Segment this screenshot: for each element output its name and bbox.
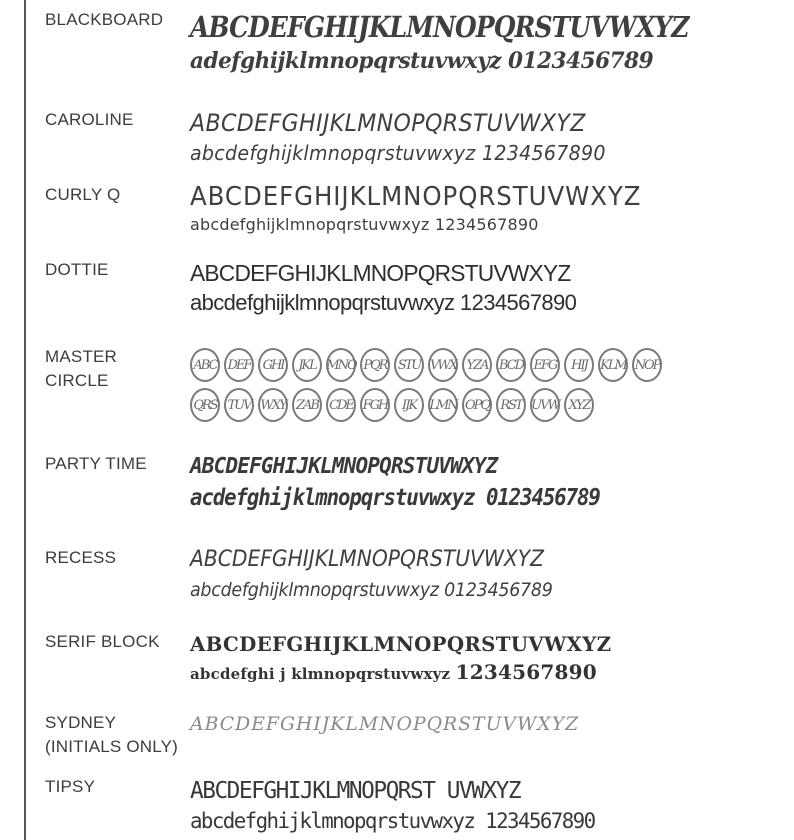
- sample-lowercase-digits: abcdefghijklmnopqrstuvwxyz 1234567890: [190, 290, 577, 315]
- font-label: DOTTIE: [45, 260, 109, 279]
- font-sample: [190, 181, 670, 237]
- font-label: CAROLINE: [45, 110, 134, 129]
- monogram-circle: TUV: [224, 388, 254, 422]
- monogram-circle: VWX: [428, 348, 458, 382]
- monogram-circle: MNO: [326, 348, 356, 382]
- monogram-circle: WXY: [258, 388, 288, 422]
- monogram-circle: RST: [496, 388, 526, 422]
- sample-lowercase-digits: [190, 658, 616, 688]
- font-label: RECESS: [45, 548, 117, 567]
- monogram-circle: EFG: [530, 348, 560, 382]
- monogram-circle: ZAB: [292, 388, 322, 422]
- monogram-row: [190, 345, 662, 385]
- font-sample: [190, 630, 616, 688]
- monogram-circle: IJK: [394, 388, 424, 422]
- monogram-circle: UVW: [530, 388, 560, 422]
- monogram-circle: HIJ: [564, 348, 594, 382]
- sample-uppercase: ABCDEFGHIJKLMNOPQRSTUVWXYZ: [190, 632, 612, 656]
- monogram-circle: LMN: [428, 388, 458, 422]
- font-sample: [190, 776, 599, 836]
- sample-digits: 1234567890: [455, 660, 597, 684]
- font-sample: [190, 545, 584, 605]
- sample-uppercase: ABCDEFGHIJKLMNOPQRSTUVWXYZ: [190, 182, 642, 212]
- sample-lowercase-digits: abcdefghijklmnopqrstuvwxyz 1234567890: [190, 215, 539, 234]
- monogram-circle: QRS: [190, 388, 220, 422]
- monogram-circle: FGH: [360, 388, 390, 422]
- monogram-circle: XYZ: [564, 388, 594, 422]
- font-label-note: (INITIALS ONLY): [45, 737, 179, 756]
- font-label: TIPSY: [45, 777, 96, 796]
- font-label: BLACKBOARD: [45, 10, 164, 29]
- monogram-circle: ABC: [190, 348, 220, 382]
- monogram-circle: CDE: [326, 388, 356, 422]
- font-label-name: SYDNEY: [45, 713, 117, 732]
- sample-uppercase: ABCDEFGHIJKLMNOPQRSTUVWXYZ: [190, 109, 586, 137]
- monogram-circle: NOP: [632, 348, 662, 382]
- sample-uppercase: ABCDEFGHIJKLMNOPQRSTUVWXYZ: [190, 260, 571, 286]
- font-sample: [190, 452, 645, 514]
- font-label: MASTER CIRCLE: [45, 347, 118, 390]
- monogram-row: [190, 385, 662, 425]
- monogram-circle: OPQ: [462, 388, 492, 422]
- sample-lowercase-digits: abcdefghijklmnopqrstuvwxyz 0123456789: [190, 579, 553, 601]
- sample-lowercase-digits: abcdefghijklmnopqrstuvwxyz 1234567890: [190, 141, 606, 165]
- monogram-circle: PQR: [360, 348, 390, 382]
- left-border-line: [24, 0, 26, 840]
- sample-lowercase: abcdefghi j klmnopqrstuvwxyz: [190, 665, 451, 683]
- font-sample: [190, 711, 583, 737]
- font-label: CURLY Q: [45, 185, 121, 204]
- monogram-circle: KLM: [598, 348, 628, 382]
- font-sample: [190, 108, 628, 168]
- font-sample: [190, 10, 770, 78]
- monogram-circle: DEF: [224, 348, 254, 382]
- sample-uppercase: ABCDEFGHIJKLMNOPQRST UVWXYZ: [190, 778, 521, 804]
- monogram-circle: BCD: [496, 348, 526, 382]
- sample-lowercase-digits: abcdefghijklmnopqrstuvwxyz 1234567890: [190, 809, 595, 833]
- sample-uppercase: ABCDEFGHIJKLMNOPQRSTUVWXYZ: [190, 713, 580, 735]
- font-label: PARTY TIME: [45, 454, 147, 473]
- sample-uppercase: ABCDEFGHIJKLMNOPQRSTUVWXYZ: [190, 547, 544, 572]
- font-label: SERIF BLOCK: [45, 632, 160, 651]
- sample-uppercase: ABCDEFGHIJKLMNOPQRSTUVWXYZ: [190, 454, 498, 479]
- monogram-circle: YZA: [462, 348, 492, 382]
- sample-uppercase: ABCDEFGHIJKLMNOPQRSTUVWXYZ: [190, 10, 689, 44]
- font-sample: [190, 258, 576, 318]
- monogram-circle: GHI: [258, 348, 288, 382]
- font-label: [45, 711, 185, 759]
- sample-lowercase-digits: acdefghijklmnopqrstuvwxyz 0123456789: [190, 485, 600, 511]
- sample-lowercase-digits: adefghijklmnopqrstuvwxyz 0123456789: [190, 48, 654, 74]
- monogram-circle: STU: [394, 348, 424, 382]
- monogram-circle: JKL: [292, 348, 322, 382]
- monogram-samples: [190, 345, 662, 425]
